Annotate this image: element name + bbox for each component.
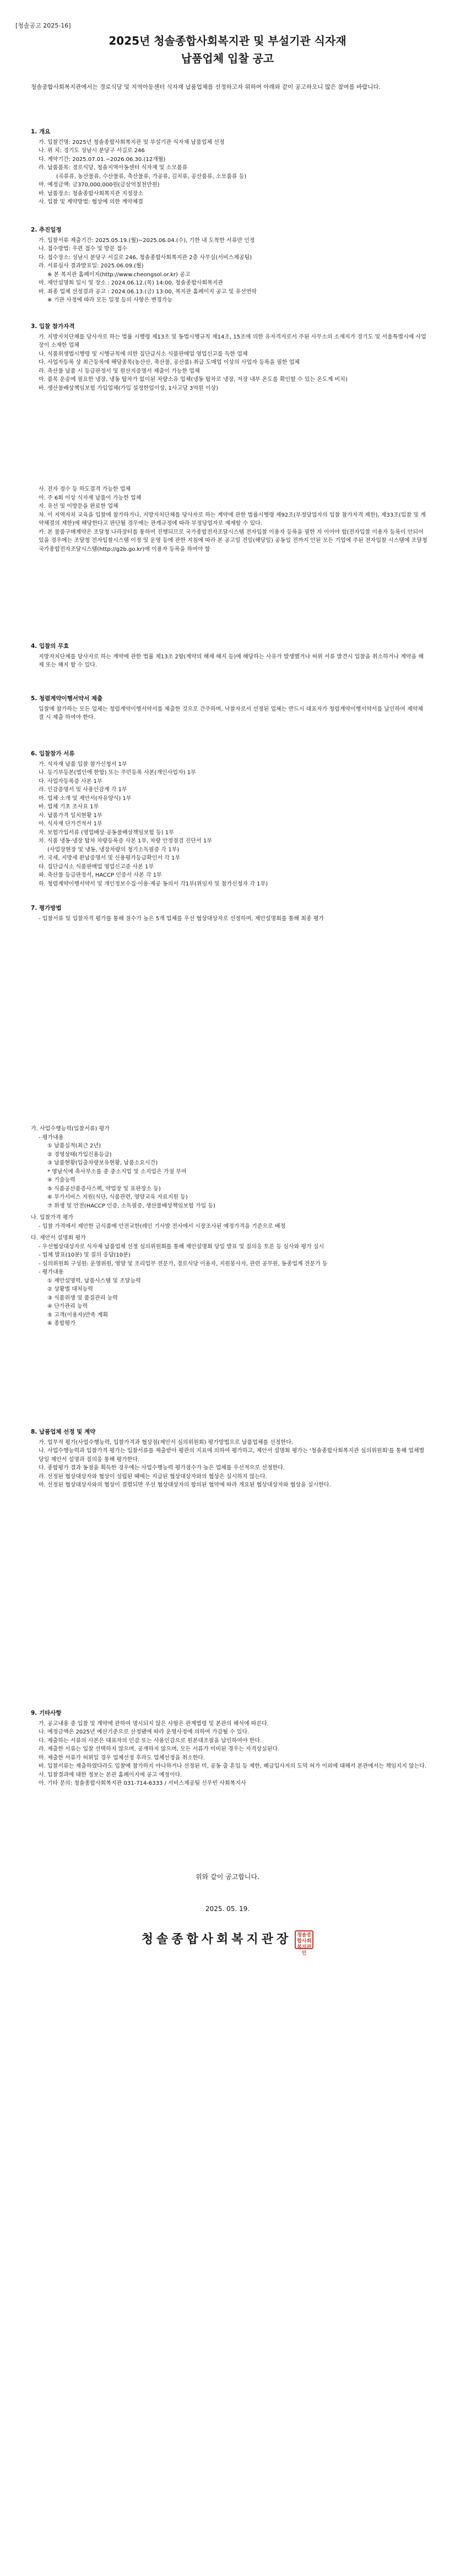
section-line: 다. 사업자등록증 사본 1부: [39, 778, 102, 785]
section-heading: 7. 평가방법: [31, 905, 62, 911]
section-line: 마. 예정금액: 금370,000,000원(금삼억칠천만원): [39, 182, 160, 188]
section-lines: [31, 915, 427, 924]
title-line-2: 납품업체 입찰 공고: [181, 52, 274, 65]
section-line: ② 경영상태(가입신용등급): [47, 1151, 112, 1158]
section-evaluation-detail: [31, 1125, 427, 1328]
section-heading: 2. 추진일정: [31, 227, 62, 233]
section-qualification: [31, 323, 427, 393]
section-line: 가. 사업수행능력(입찰서류) 평가: [31, 1126, 110, 1132]
announcement-date: 2025. 05. 19.: [205, 1905, 250, 1913]
section-lines: [31, 1439, 427, 1490]
section-line: 나. 식품위생법시행령 및 시행규칙에 의한 집단급식소 식품판매업 영업신고를 득한 업체: [39, 351, 248, 357]
section-line: - 입찰서류 및 입찰자격 평가를 통해 점수가 높은 5개 업체를 우선 협상대상자로 선정하며, 제안설명회를 통해 최종 평가: [39, 915, 324, 922]
section-documents: [31, 750, 427, 888]
section-overview: [31, 128, 427, 207]
section-line: 파. 축산물 등급판정서, HACCP 인증서 사본 각 1부: [39, 872, 162, 878]
section-integrity-pledge: [31, 695, 427, 722]
document-number: [청솔공고 2025-16]: [15, 22, 71, 29]
section-line: - 심의위원회 구성원: 운영위원, 영양 및 조리업무 전문가, 경로식당 이용자, 지원봉사자, 관련 공무원, 동종업계 전문가 등: [39, 1260, 328, 1267]
section-line: * 영남식에 축사부소를 중 중소지업 및 소지업은 가점 부여: [47, 1168, 187, 1175]
section-line: 바. 업체 기초 조사표 1부: [39, 804, 99, 810]
section-line: 사. 전자 정수 등 하도결격 가능한 업체: [39, 486, 131, 492]
section-line: - 우선협상대상자로 식자재 납품업체 선정 심의위원회를 통해 제안설명회 당일 발표 및 질의응 토론 등 심사와 평가 실시: [39, 1243, 324, 1250]
section-heading: 3. 입찰 참가자격: [31, 323, 75, 330]
section-line: 카. 본 물품구매계약은 조달청 나라장터를 통하여 진행되므로 국가종합전자조달시스템 전자입찰 이용자 등록을 필한 자 이어야 합(전자입찰 이용자 등록이 안되어 있을 경우에는 조달청 전자입찰시스템 이정 및 운영 등에 관한 지침에 따라 본 공고일 전일(해당일) 공동입 전까지 안된 모든 기업에 주된 전자입찰 시스템에 조달청 국가종합전자조달시스템(http://g2b.go.kr)에 이용자 등록을 하여야 함: [39, 529, 427, 552]
section-line: 라. 축산물 납품 시 등급판정서 및 원산지증명서 제출이 가능한 업체: [39, 368, 200, 374]
section-line: 나. 등기부등본(법인에 한함) 또는 주민등록 사본(개인사업자) 1부: [39, 770, 196, 776]
section-line: 마. 업체 소개 및 제안서(자유양식) 1부: [39, 795, 132, 802]
section-line: - 평가내용: [39, 1269, 64, 1275]
section-line: 아. 식자재 단가견적서 1부: [39, 821, 102, 827]
section-line: ① 제안설명력, 납품사스템 및 조달능력: [47, 1278, 141, 1284]
section-line: ③ 식품위생 및 품질관리 능력: [47, 1295, 118, 1301]
section-lines: [31, 653, 427, 670]
section-line: ⑤ 고객(이용자)만족 계획: [47, 1312, 109, 1318]
section-lines: [31, 760, 427, 889]
section-line: (곡류류, 농산물류, 수산물류, 축산물류, 가공류, 김치류, 공산품류, 소모품류 등): [56, 173, 247, 180]
section-line: 가. 입찰건명: 2025년 청솔종합사회복지관 및 부설기관 식자재 납품업체 선정: [39, 139, 225, 146]
section-line: 나. 입찰가격 평가: [31, 1215, 74, 1221]
section-lines: [31, 1720, 427, 1788]
section-heading: 9. 기타사항: [31, 1710, 62, 1716]
section-line: 바. 최종 업체 선정결과 공고 : 2024.06.13.(금) 13:00, 복지관 홈페이지 공고 및 유선연락: [39, 288, 257, 295]
section-line: ① 납품실적(최근 2년): [47, 1143, 101, 1149]
section-line: 나. 접수방법: 우편 접수 및 방문 접수: [39, 246, 127, 252]
section-line: ④ 단가관리 능력: [47, 1303, 88, 1310]
section-qualification-cont: [31, 485, 427, 554]
section-line: 하. 청렴계약이행서약서 및 개인정보수집·이용·제공 동의서 각1부(위임자 및 참가신청자 각 1부): [39, 881, 268, 887]
title-line-1: 2025년 청솔종합사회복지관 및 부설기관 식자재: [109, 34, 346, 47]
section-line: ⑤ 식품공산품증사스펙, 약업장 및 표판장소 등): [47, 1185, 161, 1192]
section-line: (사업장현장 및 냉동, 냉장차량의 청기소독필증 각 1부): [47, 846, 180, 853]
section-line: 다. 계약기간: 2025.07.01.~2026.06.30.(12개월): [39, 156, 166, 163]
signature: [0, 1930, 455, 1956]
section-heading: 1. 개요: [31, 128, 51, 135]
section-lines: [31, 333, 427, 393]
section-line: 가. 입찰서류 제출기간: 2025.05.19.(월)~2025.06.04.(수), 기한 내 도착한 서류만 인정: [39, 237, 255, 244]
section-line: 나. 사업수행능력과 입찰가격 평가는 입찰서류를 제출받아 평관의 지표에 의하여 평가하고, 제안서 설명회 평가는 '청솔종합사회복지관 심의위원회'를 통해 업체별 당일 제안서 설명과 질의응 통해 평가한다.: [39, 1448, 425, 1463]
section-line: 자. 보험가입서류 (영업배상·공동물배상책임보험 등) 1부: [39, 829, 174, 836]
section-line: - 업체 발표(10분) 및 질의 응답(10분): [39, 1252, 131, 1258]
section-line: ④ 기술능력: [47, 1177, 75, 1183]
section-misc: [31, 1709, 427, 1788]
section-lines: [31, 237, 427, 305]
section-line: ② 상황별 대처능력: [47, 1286, 93, 1292]
section-selection: [31, 1428, 427, 1490]
section-line: 사. 입찰결과에 대한 정보는 본관 홈페이지에 공고 예정이다.: [39, 1772, 182, 1778]
section-line: ⑦ 위생 및 안전(HACCP 인증, 소독필증, 생산물배상책임보험 가입 등): [47, 1203, 215, 1209]
section-line: 카. 국세, 지방세 완납증명서 및 신용평가등급확인서 각 1부: [39, 855, 181, 861]
section-heading: 5. 청렴계약이행서약서 제출: [31, 695, 103, 702]
section-lines: [31, 1125, 427, 1328]
section-line: 나. 예정금액은 2025년 예산기준으로 산정됐에 따라 운영사정에 의하여 가감될 수 있다.: [39, 1729, 250, 1735]
section-evaluation: [31, 904, 427, 923]
section-line: 라. 인감증명서 및 사용인감계 각 1부: [39, 787, 127, 793]
section-line: - 입찰 가격에서 제안한 금식품에 안전교한(레인 기사발 전사에서 시장조사된 예정가격을 기준으로 배정: [39, 1223, 286, 1230]
section-line: 마. 품목 운송에 필요한 냉장, 냉동 탑차가 없이된 차량소유 업체(냉동 탑차로 냉장, 저장 내부 온도를 확인할 수 있는 온도계 비치): [39, 377, 348, 383]
section-line: 라. 서류심사 결과발표일: 2025.06.09.(월): [39, 263, 144, 269]
section-lines: [31, 485, 427, 554]
section-line: ※ 기관 사정에 따라 모든 일정 등의 사항은 변경가능: [47, 297, 173, 303]
section-line: 바. 생산물배상책임보험 가입업체(가입 설정한업이상, 1사고당 3억원 이상): [39, 385, 219, 391]
section-line: 가. 지방자치단체를 당사자로 하는 법률 시행령 제13조 및 동법시행규칙 제14조, 15조에 의한 유자격자로서 주된 사무소의 소재지가 경기도 및 서울특별시에 사업장이 소재한 업체: [39, 334, 426, 348]
section-line: 사. 입찰 및 계약방법: 협상에 의한 계약체결: [39, 199, 143, 205]
section-line: 라. 제출한 서류는 입찰 선택하지 않으며, 공개하지 않으며, 모든 서류가 미비된 경우는 자격상실된다.: [39, 1746, 280, 1752]
section-line: 아. 주 6회 이상 식자재 납품이 가능한 업체: [39, 495, 142, 501]
section-line: 지방자치단체를 당사자로 하는 계약에 관한 법률 제13조 2항(계약의 해제 해지 등)에 해당하는 사유가 발생했거나 허위 서류 발견시 입찰을 취소하거나 계약을 해제 또는 해지 할 수 있다.: [39, 653, 424, 668]
section-line: 다. 접수장소: 성남시 분당구 서길로 246, 청솔종합사회복지관 2층 사무실(서비스제공팀): [39, 254, 252, 261]
section-line: ⑥ 종합평가: [47, 1321, 75, 1327]
section-line: 라. 납품품목: 경로식당, 청솔지역아동센터 식자재 및 소모품류: [39, 165, 188, 171]
section-line: 아. 기타 문의: 청솔종합사회복지관 031-714-6333 / 서비스제공팀 신우빈 사회복지사: [39, 1780, 246, 1786]
section-line: 라. 선정된 협상대상자와 협상이 성립된 때에는 지급된 협상대상자와의 협상은 실시하지 않는다.: [39, 1473, 267, 1480]
section-line: 나. 위 치: 경기도 성남시 분당구 서길로 246: [39, 148, 145, 154]
section-line: 바. 입찰서류는 제출하였다라도 입찰에 참가하지 아니하거나 선정된 미, 공동 출 흔입 등 제한, 폐급입사저의 도덕 허가 이외에 대해서 본관에서는 책임지지 않는다.: [39, 1763, 427, 1769]
section-invalid: [31, 642, 427, 670]
section-lines: [31, 705, 427, 722]
section-line: 가. 식자재 납품 입찰 참가신청서 1부: [39, 761, 127, 768]
section-line: 다. 제출하는 서류의 사본은 대표자의 인감 또는 사용인감으로 원본대조필을 날인하여야 한다.: [39, 1737, 262, 1744]
section-line: 마. 선정된 협상대상자와의 협상이 결렬되면 우선 협상대상자의 합의된 협약에 따라 개요된 협상대상자와 협상을 실시한다.: [39, 1482, 331, 1488]
signature-text: 청솔종합사회복지관장: [141, 1933, 292, 1946]
section-line: ⑥ 부가서비스 지원(식단, 식품관련, 영양교육 자료지원 등): [47, 1194, 188, 1200]
section-line: 사. 납품가격 일치현황 1부: [39, 812, 102, 819]
section-line: ※ 본 복지관 홈페이지(http://www.cheongsol.or.kr) 공고: [47, 271, 191, 278]
section-line: 마. 제출한 서류가 허위일 경우 업체선정 후라도 업체선정을 취소한다.: [39, 1754, 205, 1761]
section-line: 다. 사업자등록 상 최근등록에 해당종목(농산산, 축산물, 공산품) 취급 도매업 이상의 사업자 등록을 필한 업체: [39, 359, 300, 366]
section-line: 차. 식품 냉동·냉장 탑차 차량등록증 사본 1부, 차량 안정점검 진단서 1부: [39, 838, 212, 844]
section-line: - 평가내용: [39, 1134, 64, 1141]
closing-statement: 위와 같이 공고합니다.: [196, 1873, 259, 1881]
section-line: 가. 업무적 평가(사업수행능력, 입찰가격과 협상점(제안서 심의위원회) 평가방법으로 납품업체를 선정한다.: [39, 1439, 294, 1446]
section-schedule: [31, 226, 427, 305]
section-heading: 8. 납품업체 선정 및 계약: [31, 1429, 96, 1435]
section-line: 마. 제안설명회 일시 및 장소 : 2024.06.12.(목) 14:00, 청솔종합사회복지관: [39, 280, 224, 286]
section-lines: [31, 138, 427, 207]
section-heading: 6. 입찰참가 서류: [31, 750, 75, 757]
official-seal-icon: 청솔종합사회복지관인: [295, 1930, 313, 1949]
section-line: 가. 공고내용 중 입찰 및 계약에 관하여 명시되지 않은 사항은 관계법령 및 본관의 해석에 따른다.: [39, 1720, 269, 1727]
section-line: 다. 종합평가 결과 동점을 획득한 경우에는 사업수행능력 평가점수가 높은 업체를 우선적으로 선정한다.: [39, 1465, 285, 1471]
section-line: 다. 제안서 설명회 평가: [31, 1235, 86, 1241]
section-heading: 4. 입찰의 무효: [31, 643, 69, 650]
section-line: 차. 이 지역자치 교육을 입찰에 참가하거나, 지방자치단체를 당사자로 하는 계약에 관한 법률시행령 제92조(부정당업자의 입찰 참가자격 제한), 제33조(입찰 및 계약체결의 제한)에 해당한다고 판단될 경우에는 관계규정에 따라 부정당업자로 제재할 수 있다.: [39, 512, 426, 527]
section-line: 타. 집단급식소 식품판매업 영업신고증 사본 1부: [39, 863, 154, 870]
section-line: 바. 납품장소: 청솔종합사회복지관 지정장소: [39, 190, 143, 197]
intro-paragraph: 청솔종합사회복지관에서는 경로식당 및 지역아동센터 식자재 납품업체를 선정하고자 위하여 아래와 같이 공고하오니 많은 참여를 바랍니다.: [31, 84, 381, 90]
section-line: 입찰에 참가하는 모든 업체는 청렴계약이행서약서를 제출한 것으로 간주하며, 낙찰자로서 선정된 업체는 반드시 대표자가 청렴계약이행서약서를 날인하여 제약체결 시 제출 하여야 한다.: [39, 706, 424, 721]
section-line: 자. 유선 및 이방문을 완료한 업체: [39, 503, 118, 509]
section-line: ③ 납품현황(입출차량보유현황, 납품소요시간): [47, 1160, 158, 1166]
